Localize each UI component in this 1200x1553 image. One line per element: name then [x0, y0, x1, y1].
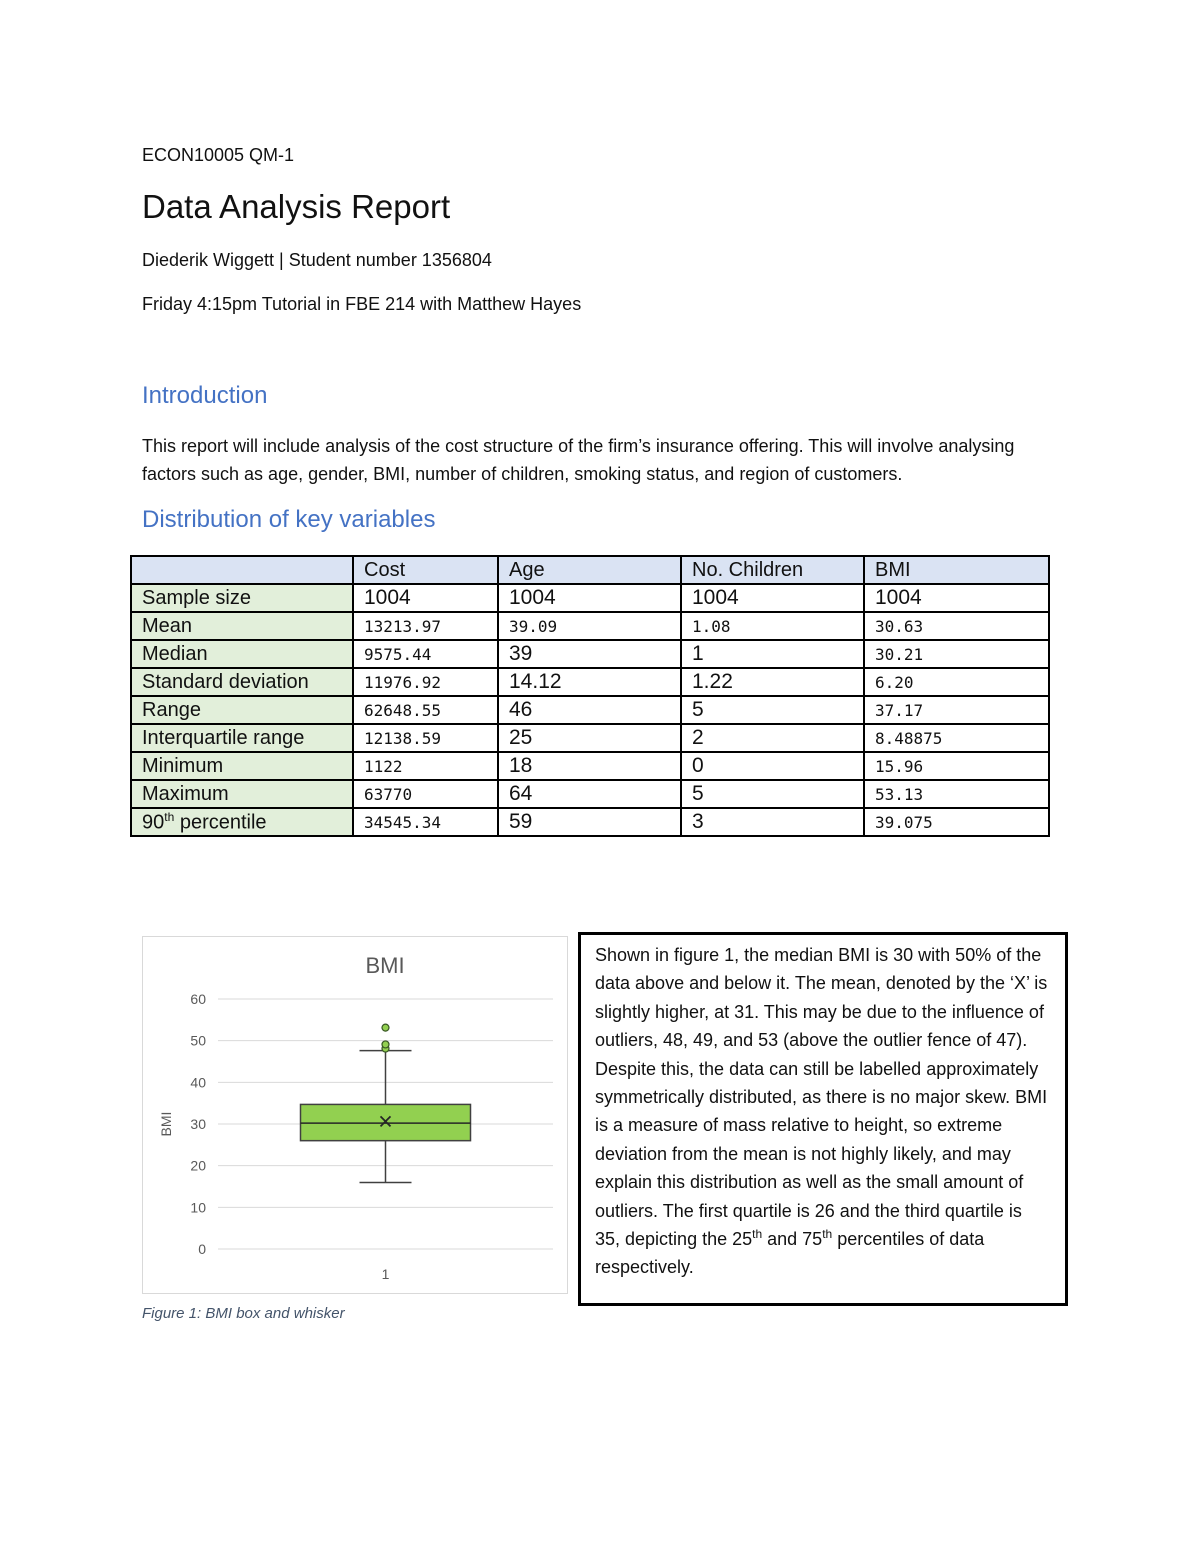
table-row [131, 640, 1049, 668]
table-cell: 34545.34 [353, 808, 498, 836]
table-cell: 12138.59 [353, 724, 498, 752]
table-cell: 39 [498, 640, 681, 668]
table-cell: 1004 [681, 584, 864, 612]
table-cell: 1 [681, 640, 864, 668]
table-cell: 1004 [864, 584, 1049, 612]
row-label-number: 90 [142, 811, 165, 834]
table-cell: 37.17 [864, 696, 1049, 724]
course-code: ECON10005 QM-1 [142, 145, 295, 165]
row-label: Maximum [131, 780, 353, 808]
table-cell: 13213.97 [353, 612, 498, 640]
table-cell: 1.22 [681, 668, 864, 696]
table-cell: 25 [498, 724, 681, 752]
introduction-text: This report will include analysis of the cost structure of the firm’s insurance offering. This will involve analysing factors such as age, gender, BMI, number of children, smoking status, and region of customers. [142, 436, 1015, 484]
table-header-cell: BMI [864, 556, 1049, 584]
table-row [131, 752, 1049, 780]
table-cell: 64 [498, 780, 681, 808]
table-cell: 46 [498, 696, 681, 724]
stats-table [130, 555, 1050, 837]
table-cell: 5 [681, 696, 864, 724]
distribution-heading: Distribution of key variables [142, 506, 436, 533]
table-row [131, 724, 1049, 752]
commentary-text: Shown in figure 1, the median BMI is 30 with 50% of the data above and below it. The mean, denoted by the ‘X’ is slightly higher, at 31. This may be due to the influence of outliers, 48, 49, and 53 (above the outlier fence of 47). Despite this, the data can still be labelled approximately symmetrically distributed, as there is no major skew. BMI is a measure of mass relative to height, so extreme deviation from the mean is not highly likely, and may explain this distribution as well as the small amount of outliers. The first quartile is 26 and the third quartile is 35, depicting the 25 [595, 945, 1048, 1250]
table-cell: 1004 [353, 584, 498, 612]
commentary-text: percentiles of data respectively. [595, 1229, 985, 1278]
table-cell: 1.08 [681, 612, 864, 640]
table-cell: 59 [498, 808, 681, 836]
table-cell: 8.48875 [864, 724, 1049, 752]
y-tick-label: 50 [190, 1032, 206, 1049]
outlier-point [382, 1041, 389, 1048]
superscript: th [752, 1227, 763, 1242]
table-row [131, 780, 1049, 808]
table-row [131, 612, 1049, 640]
table-cell: 39.09 [498, 612, 681, 640]
row-label: Standard deviation [131, 668, 353, 696]
table-cell: 15.96 [864, 752, 1049, 780]
superscript: th [822, 1227, 833, 1242]
row-label: Sample size [131, 584, 353, 612]
y-tick-label: 10 [190, 1199, 206, 1216]
table-cell: 62648.55 [353, 696, 498, 724]
table-header-cell [131, 556, 353, 584]
table-row [131, 696, 1049, 724]
row-label: Median [131, 640, 353, 668]
table-cell: 6.20 [864, 668, 1049, 696]
table-row [131, 808, 1049, 836]
commentary-textbox [578, 932, 1068, 1306]
table-cell: 1122 [353, 752, 498, 780]
table-cell: 3 [681, 808, 864, 836]
row-label [131, 808, 353, 836]
table-cell: 14.12 [498, 668, 681, 696]
table-cell: 63770 [353, 780, 498, 808]
row-label-rest: percentile [174, 811, 267, 834]
table-cell: 30.63 [864, 612, 1049, 640]
table-header-cell: Age [498, 556, 681, 584]
row-label: Range [131, 696, 353, 724]
row-label: Interquartile range [131, 724, 353, 752]
y-axis-label: BMI [158, 1111, 174, 1137]
bmi-chart [142, 936, 568, 1294]
y-tick-label: 30 [190, 1116, 206, 1132]
table-cell: 18 [498, 752, 681, 780]
figure-caption: Figure 1: BMI box and whisker [142, 1305, 345, 1322]
table-cell: 2 [681, 724, 864, 752]
commentary-text: and 75 [762, 1229, 823, 1250]
table-cell: 11976.92 [353, 668, 498, 696]
table-header-cell: No. Children [681, 556, 864, 584]
tutorial-line: Friday 4:15pm Tutorial in FBE 214 with Matthew Hayes [142, 294, 582, 314]
table-cell: 39.075 [864, 808, 1049, 836]
table-row [131, 584, 1049, 612]
y-tick-label: 40 [190, 1074, 206, 1091]
page-title: Data Analysis Report [142, 188, 451, 225]
author-line: Diederik Wiggett | Student number 1356804 [142, 250, 492, 270]
table-cell: 9575.44 [353, 640, 498, 668]
y-tick-label: 0 [198, 1241, 206, 1257]
table-cell: 0 [681, 752, 864, 780]
introduction-heading: Introduction [142, 382, 268, 409]
x-tick-label: 1 [381, 1266, 390, 1282]
table-header-cell: Cost [353, 556, 498, 584]
table-cell: 1004 [498, 584, 681, 612]
table-cell: 5 [681, 780, 864, 808]
row-label: Minimum [131, 752, 353, 780]
table-header-row [131, 556, 1049, 584]
table-cell: 53.13 [864, 780, 1049, 808]
outlier-point [382, 1024, 389, 1031]
y-tick-label: 60 [190, 991, 206, 1007]
chart-title: BMI [365, 953, 405, 978]
table-row [131, 668, 1049, 696]
table-cell: 30.21 [864, 640, 1049, 668]
bmi-chart-svg [143, 937, 567, 1293]
row-label: Mean [131, 612, 353, 640]
row-label-ordinal: th [164, 809, 175, 824]
y-tick-label: 20 [190, 1157, 206, 1174]
